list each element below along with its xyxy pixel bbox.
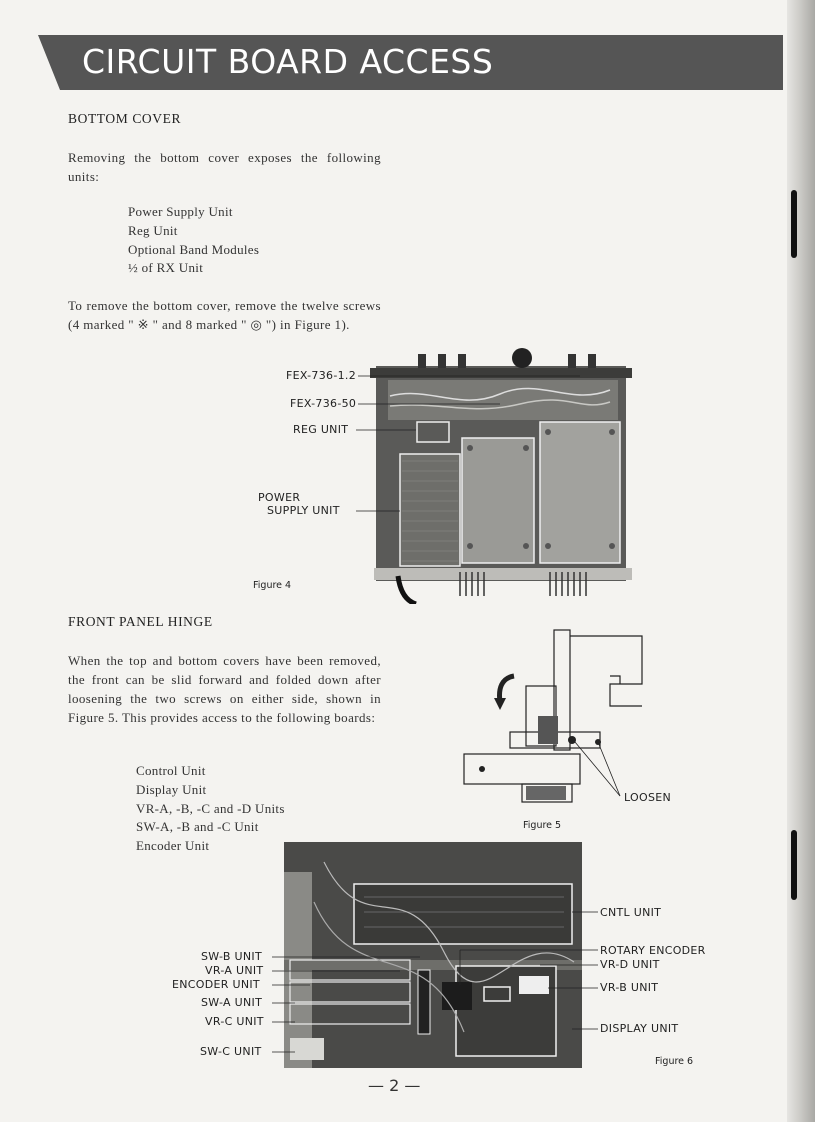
page-title: CIRCUIT BOARD ACCESS	[82, 42, 494, 81]
bottom-cover-heading: BOTTOM COVER	[68, 111, 182, 126]
list-item: Power Supply Unit	[128, 204, 233, 219]
label-supply-unit: SUPPLY UNIT	[267, 504, 340, 517]
label-display-unit: DISPLAY UNIT	[600, 1022, 679, 1035]
figure5-caption: Figure 5	[523, 820, 562, 831]
front-panel-hinge-heading: FRONT PANEL HINGE	[68, 614, 213, 629]
list-item: SW-A, -B and -C Unit	[136, 819, 259, 835]
list-item: Reg Unit	[128, 222, 178, 238]
bottom-cover-instructions: To remove the bottom cover, remove the twelve screws (4 marked " ※ " and 8 marked " ◎ ") in Figure 1).	[68, 298, 381, 332]
label-fex-736-1-2: FEX-736-1.2	[286, 369, 356, 382]
label-vr-b-unit: VR-B UNIT	[600, 981, 659, 994]
front-panel-hinge-intro: When the top and bottom covers have been removed, the front can be slid forward and folded down after loosening the two screws on either side, shown in Figure 5. This provides access to the following boards:	[68, 653, 381, 725]
list-item: VR-A, -B, -C and -D Units	[136, 800, 285, 816]
label-reg-unit: REG UNIT	[293, 423, 349, 436]
page-number: — 2 —	[368, 1076, 421, 1095]
label-loosen: LOOSEN	[624, 791, 672, 804]
label-sw-a-unit: SW-A UNIT	[201, 996, 263, 1009]
label-sw-b-unit: SW-B UNIT	[201, 950, 262, 963]
label-vr-c-unit: VR-C UNIT	[205, 1015, 264, 1028]
label-encoder-unit: ENCODER UNIT	[172, 978, 260, 991]
label-vr-a-unit: VR-A UNIT	[205, 964, 264, 977]
label-vr-d-unit: VR-D UNIT	[600, 958, 660, 971]
bottom-cover-intro: Removing the bottom cover exposes the following units:	[68, 150, 381, 184]
list-item: Display Unit	[136, 781, 207, 797]
list-item: ½ of RX Unit	[128, 260, 204, 276]
list-item: Encoder Unit	[136, 838, 210, 854]
list-item: Optional Band Modules	[128, 241, 260, 257]
figure6-caption: Figure 6	[655, 1056, 694, 1067]
list-item: Control Unit	[136, 763, 206, 778]
label-cntl-unit: CNTL UNIT	[600, 906, 662, 919]
label-fex-736-50: FEX-736-50	[290, 397, 357, 410]
label-power: POWER	[258, 491, 301, 504]
figure4-caption: Figure 4	[253, 580, 292, 591]
label-rotary-encoder: ROTARY ENCODER	[600, 944, 706, 957]
label-sw-c-unit: SW-C UNIT	[200, 1045, 262, 1058]
